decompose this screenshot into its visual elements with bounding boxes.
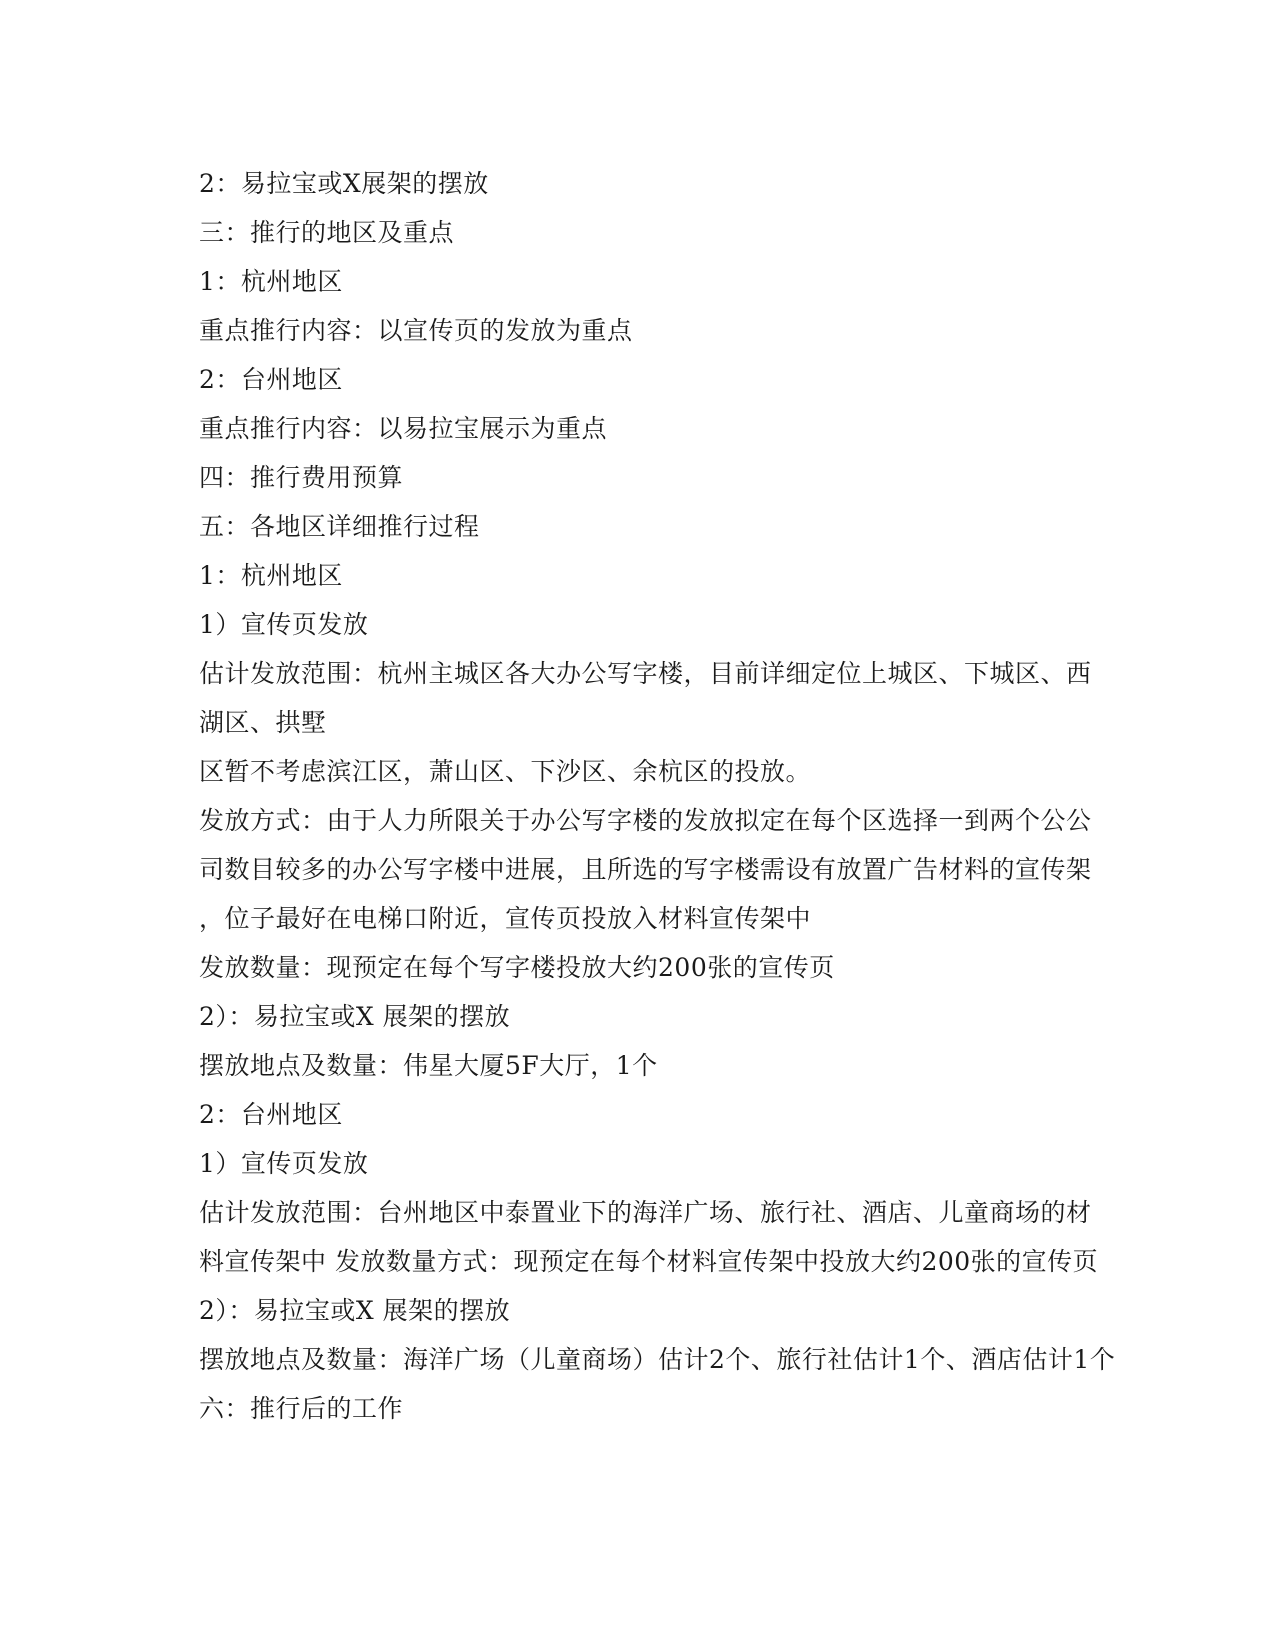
text-line: 区暂不考虑滨江区，萧山区、下沙区、余杭区的投放。 [199,757,812,786]
text-line: ，位子最好在电梯口附近，宣传页投放入材料宣传架中 [199,904,812,933]
text-line: 料宣传架中 发放数量方式：现预定在每个材料宣传架中投放大约200张的宣传页 [199,1247,1099,1276]
text-line: 2：台州地区 [199,1100,343,1129]
text-line: 重点推行内容：以易拉宝展示为重点 [199,414,608,443]
text-line: 司数目较多的办公写字楼中进展，且所选的写字楼需设有放置广告材料的宣传架 [199,855,1092,884]
text-line: 发放数量：现预定在每个写字楼投放大约200张的宣传页 [199,953,835,982]
text-line: 1：杭州地区 [199,267,343,296]
document-body [199,159,1116,1433]
text-line: 2：台州地区 [199,365,343,394]
text-line: 2）：易拉宝或X 展架的摆放 [199,1002,511,1031]
text-line: 摆放地点及数量：海洋广场（儿童商场）估计2个、旅行社估计1个、酒店估计1个 [199,1345,1116,1374]
text-line: 摆放地点及数量：伟星大厦5F大厅，1个 [199,1051,658,1080]
text-line: 2）：易拉宝或X 展架的摆放 [199,1296,511,1325]
text-line: 发放方式：由于人力所限关于办公写字楼的发放拟定在每个区选择一到两个公公 [199,806,1092,835]
text-line: 湖区、拱墅 [199,708,327,737]
section-heading: 五：各地区详细推行过程 [199,512,480,541]
section-heading: 六：推行后的工作 [199,1394,404,1423]
section-heading: 三：推行的地区及重点 [199,218,455,247]
text-line: 1：杭州地区 [199,561,343,590]
section-heading: 四：推行费用预算 [199,463,404,492]
text-line: 重点推行内容：以宣传页的发放为重点 [199,316,633,345]
text-line: 估计发放范围：台州地区中泰置业下的海洋广场、旅行社、酒店、儿童商场的材 [199,1198,1092,1227]
text-line: 估计发放范围：杭州主城区各大办公写字楼，目前详细定位上城区、下城区、西 [199,659,1092,688]
text-line: 1）宣传页发放 [199,1149,369,1178]
text-line: 2：易拉宝或X展架的摆放 [199,169,489,198]
text-line: 1）宣传页发放 [199,610,369,639]
